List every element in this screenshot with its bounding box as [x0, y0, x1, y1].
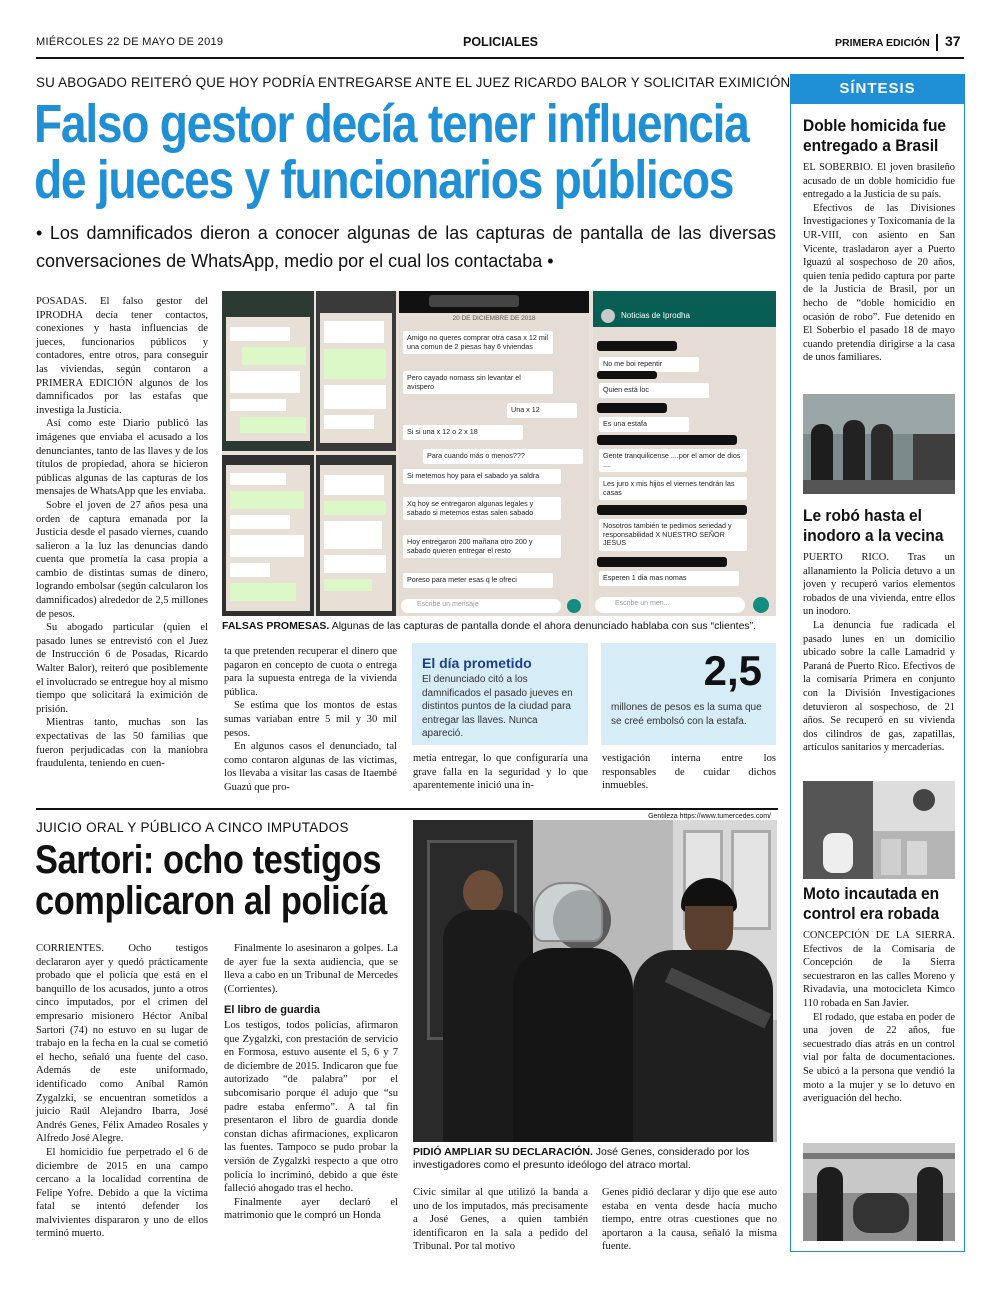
chat-panel-center: [399, 291, 589, 616]
chat-bubble: Nosotros también te pedimos seriedad y responsabilidad X NUESTRO SEÑOR JESUS: [599, 519, 747, 551]
chat-bubble: Si si una x 12 o 2 x 18: [403, 425, 523, 440]
chat-contact-name: Noticias de Iprodha: [621, 311, 690, 320]
paragraph: POSADAS. El falso gestor del IPRODHA decía tener contactos, conexiones y hasta influencias de jueces, funcionarios públicos y contadores, entre otros, para conseguir las viviendas, según contaron a PRIMERA EDICIÓN algunos de los damnificados por las estafas que investiga la Justicia.: [36, 296, 208, 416]
second-title-line2: complicaron al policía: [35, 879, 387, 923]
paragraph: CONCEPCIÓN DE LA SIERRA. Efectivos de la Comisaría de Concepción de la Sierra secuestraron en las calles Moreno y Rivadavia, una motocicleta Kimco 110 robada en San Javier.: [803, 930, 955, 1009]
police-photo: [413, 813, 777, 1142]
paragraph: Sobre el joven de 27 años pesa una orden de captura emanada por la Justicia desde el pasado viernes, cuando salieron a la luz las denuncias dando cuenta que prometía la casa propia a cambio de distintas sumas de dinero, logrando embolsar (según calcularon los damnificados) alrededor de 2,5 millones de pesos.: [36, 499, 208, 620]
paragraph: En algunos casos el denunciado, tal como contaron algunas de las víctimas, los llevaba a visitar las casas de Itaembé Guazú que pro-: [224, 741, 397, 793]
paragraph: PUERTO RICO. Tras un allanamiento la Policía detuvo a un joven y recuperó varios elementos robados de una vivienda, entre ellos un inodoro.: [803, 552, 955, 618]
main-body-col3: [413, 752, 588, 793]
chat-bubble: Les juro x mis hijos el viernes tendrán las casas: [599, 477, 747, 500]
mic-icon: [567, 599, 581, 613]
main-photo-caption: [222, 620, 776, 633]
paragraph: Genes pidió declarar y dijo que ese auto estaba en venta desde hacía mucho tiempo, entre otras cuestiones que no aportaron a la causa, señaló la misma fuente.: [602, 1187, 777, 1253]
section-title: POLICIALES: [463, 35, 539, 49]
chat-bubble: No me boi repentir: [599, 357, 699, 372]
sidebar-title-1: Doble homicida fue entregado a Brasil: [803, 117, 947, 155]
chat-bubble: Xq hoy se entregaron algunas legales y sabado si metemos estas salen sabado: [403, 497, 561, 520]
chat-input-placeholder: Escribe un mensaje: [417, 601, 479, 608]
chat-bubble: Si metemos hoy para el sabado ya saldra: [403, 469, 561, 484]
second-body-col2: [224, 942, 398, 1223]
caption-text: Algunas de las capturas de pantalla donde el ahora denunciado hablaba con sus “clientes”.: [331, 620, 757, 632]
main-kicker: SU ABOGADO REITERÓ QUE HOY PODRÍA ENTREGARSE ANTE EL JUEZ RICARDO BALOR Y SOLICITAR EXIMICIÓN: [36, 75, 791, 90]
edition-name: PRIMERA EDICIÓN: [835, 37, 930, 49]
police-emblem-icon: [913, 789, 935, 811]
chat-bubble: Quien está loc: [599, 383, 709, 398]
chat-bubble: Hoy entregaron 200 mañana otro 200 y sabado quieren entregar el resto: [403, 535, 561, 558]
sidebar-text-3: [803, 929, 955, 1106]
sidebar-text-1: [803, 161, 955, 365]
chat-bubble: Para cuando más o menos???: [423, 449, 583, 464]
paragraph: metía entregar, lo que configuraría una grave falla en la seguridad y lo que aparentemente inició una in-: [413, 753, 588, 792]
chat-bubble: Esperen 1 dia mas nomas: [599, 571, 739, 586]
info-box-text: El denunciado citó a los damnificados el pasado jueves en distintos puntos de la ciudad para entregar las llaves. Nunca apareció.: [422, 674, 573, 740]
main-body-col1: [36, 295, 208, 771]
paragraph: La denuncia fue radicada el pasado lunes en un domicilio ubicado sobre la calle Lamadrid y Paraná de Puerto Rico. Efectivos de la comisaría Primera en conjunto con la División Investigaciones detuvieron al sospechoso, de 21 años. Se recuperó en su vivienda dos cilindros de gas, zapatillas, artículos sanitarios y mercaderías.: [803, 619, 955, 754]
paragraph: Así como este Diario publicó las imágenes que enviaba el acusado a los denunciantes, tanto de las llaves y de los títulos de propiedad, ahora se hicieron públicas algunas de las capturas de los mensajes de WhatsApp que les enviaba.: [36, 418, 208, 498]
paragraph: Finalmente lo asesinaron a golpes. La de ayer fue la sexta audiencia, que se lleva a cabo en un Tribunal de Mercedes (Corrientes).: [224, 943, 398, 995]
photo-credit: Gentileza https://www.tumercedes.com/: [648, 813, 771, 820]
info-box-prometido: [412, 643, 588, 745]
main-lead: • Los damnificados dieron a conocer algunas de las capturas de pantalla de las diversas conversaciones de WhatsApp, medio por el cual los contactaba •: [36, 223, 776, 271]
phone-screenshot: [316, 291, 396, 451]
second-kicker: JUICIO ORAL Y PÚBLICO A CINCO IMPUTADOS: [36, 820, 349, 835]
caption-lead: PIDIÓ AMPLIAR SU DECLARACIÓN.: [413, 1146, 593, 1158]
main-title-line2: de jueces y funcionarios públicos: [34, 150, 734, 210]
second-title-line1: Sartori: ocho testigos: [35, 838, 382, 882]
main-title-line1: Falso gestor decía tener influencia: [34, 94, 749, 154]
sidebar-photo-2: [803, 781, 955, 879]
second-body-col1: [36, 942, 208, 1241]
info-box-title: El día prometido: [422, 655, 532, 671]
paragraph: Su abogado particular (quien el pasado lunes se entrevistó con el Juez de Instrucción 6 de Posadas, Ricardo Walter Balor), reiteró que posiblemente el involucrado se entregue hoy al mismo tiempo que solicitará la eximición de prisión.: [36, 622, 208, 715]
sidebar-photo-3: [803, 1143, 955, 1241]
paragraph: Civic similar al que utilizó la banda a uno de los imputados, más precisamente a José Genes, a quien también identificaron en la sala a pedido del Tribunal. Por tal motivo: [413, 1187, 588, 1253]
mic-icon: [753, 597, 769, 613]
group-avatar-icon: [601, 309, 615, 323]
chat-panel-right: [593, 291, 776, 616]
header-divider: [936, 34, 938, 51]
phone-screenshot: [316, 455, 396, 616]
paragraph: El homicidio fue perpetrado el 6 de diciembre de 2015 en una campo cercano a la localidad correntina de Felipe Yofre. Debido a que la víctima fatal se intentó defender los malvivientes dispararon y uno de ellos terminó muerto.: [36, 1146, 208, 1240]
sidebar-header: SÍNTESIS: [790, 74, 965, 104]
figure-text: millones de pesos es la suma que se creé embolsó con la estafa.: [611, 702, 762, 727]
chat-date: 20 DE DICIEMBRE DE 2018: [452, 315, 536, 322]
paragraph: ta que pretenden recuperar el dinero que pagaron en concepto de cuota o entrega para la supuesta entrega de la vivienda pública.: [224, 646, 397, 698]
sidebar-text-2: [803, 551, 955, 755]
paragraph: Mientras tanto, muchas son las expectativas de las 50 familias que fueron perjudicadas con la maniobra fraudulenta, teniendo en cuen-: [36, 717, 208, 770]
paragraph: CORRIENTES. Ocho testigos declararon ayer y quedó prácticamente probado que el policía que está en el banquillo de los acusados, junto a otros cinco imputados, por el crimen del empresario misionero Héctor Aníbal Sartori (74) no estuvo en su lugar de trabajo en la fecha en la cual se cometió el hecho, señaló una fuente del caso. Además de este uniformado, identificado como Aníbal Ramón Zygalzki, se encuentran sometidos a juicio Raúl Alejandro Ibarra, José Andrés Genes, Félix Amadeo Rosales y Alfredo José Alegre.: [36, 943, 208, 1145]
paragraph: Efectivos de las Divisiones Investigaciones y Toxicomanía de la UR-VIII, con asiento en San Vicente, trasladaron ayer a Puerto Iguazú al sospechoso de 20 años, quien tenía pedido captura por parte de la Justicia de Brasil, por un hecho de “doble homicidio en ocasión de robo”. Fue detenido en El Soberbio el pasado 18 de mayo cuando pretendía dirigirse a la casa de unos familiares.: [803, 202, 955, 364]
paragraph: EL SOBERBIO. El joven brasileño acusado de un doble homicidio fue entregado a la Justicia de su país.: [803, 162, 955, 201]
second-photo-caption: [413, 1146, 777, 1172]
caption-lead: FALSAS PROMESAS.: [222, 620, 330, 632]
main-body-col2: [224, 645, 397, 795]
paragraph: Finalmente ayer declaró el matrimonio que le compró un Honda: [224, 1196, 398, 1222]
story-separator: [36, 808, 778, 810]
chat-bubble: Pero cayado nomass sin levantar el avispero: [403, 371, 553, 394]
sidebar-title-2: Le robó hasta el inodoro a la vecina: [803, 507, 944, 545]
whatsapp-screenshots: [222, 291, 776, 616]
header-rule: [36, 57, 964, 59]
sidebar-title-3: Moto incautada en control era robada: [803, 885, 940, 923]
sidebar-photo-1: [803, 394, 955, 494]
subhead: El libro de guardia: [224, 1004, 320, 1017]
main-body-col4: [602, 752, 776, 793]
info-box-figure: [601, 643, 776, 745]
paragraph: vestigación interna entre los responsables de cuidar dichos inmuebles.: [602, 753, 776, 792]
chat-bubble: Es una estafa: [599, 417, 689, 432]
chat-bubble: Una x 12: [507, 403, 577, 418]
chat-input-placeholder: Escribe un men...: [615, 600, 670, 607]
caption-text: José Genes, considerado por los investigadores como el presunto ideólogo del atraco mortal.: [413, 1146, 750, 1171]
page-number: 37: [945, 33, 961, 49]
phone-screenshot: [222, 455, 314, 616]
second-body-col4: [602, 1186, 777, 1254]
chat-bubble: Gente tranquilicense ....por el amor de dios ....: [599, 449, 747, 472]
issue-date: MIÉRCOLES 22 DE MAYO DE 2019: [36, 36, 224, 48]
chat-bubble: Poreso para meter esas q le ofreci: [403, 573, 553, 588]
paragraph: Los testigos, todos policías, afirmaron que Zygalzki, con prestación de servicio en Formosa, estuvo ausente el 5, 6 y 7 de diciembre de 2015. Indicaron que fue autorizado “de palabra” por el subcomisario porque él adujo que “su padre estaba enfermo”. A tal fin presentaron el libro de guardia donde constan dichas afirmaciones, explicaron las fuentes. Tampoco se pudo probar la versión de Zygalzki respecto a que otro policía lo incriminó, debido a que éste falleció ahogado tras el hecho.: [224, 1019, 398, 1195]
chat-bubble: Amigo no queres comprar otra casa x 12 mil una comun de 2 piesas hay 6 viviendas: [403, 331, 553, 354]
paragraph: El rodado, que estaba en poder de una joven de 22 años, fue secuestrado días atrás en un control vial por falta de documentaciones. Se ubicó a la persona que vendió la moto a la mujer y se lo detuvo en averiguación del hecho.: [803, 1011, 955, 1105]
phone-screenshot: [222, 291, 314, 451]
second-body-col3: [413, 1186, 588, 1254]
paragraph: Se estima que los montos de estas sumas variaban entre 5 mil y 30 mil pesos.: [224, 700, 397, 739]
figure-number: 2,5: [703, 647, 762, 694]
